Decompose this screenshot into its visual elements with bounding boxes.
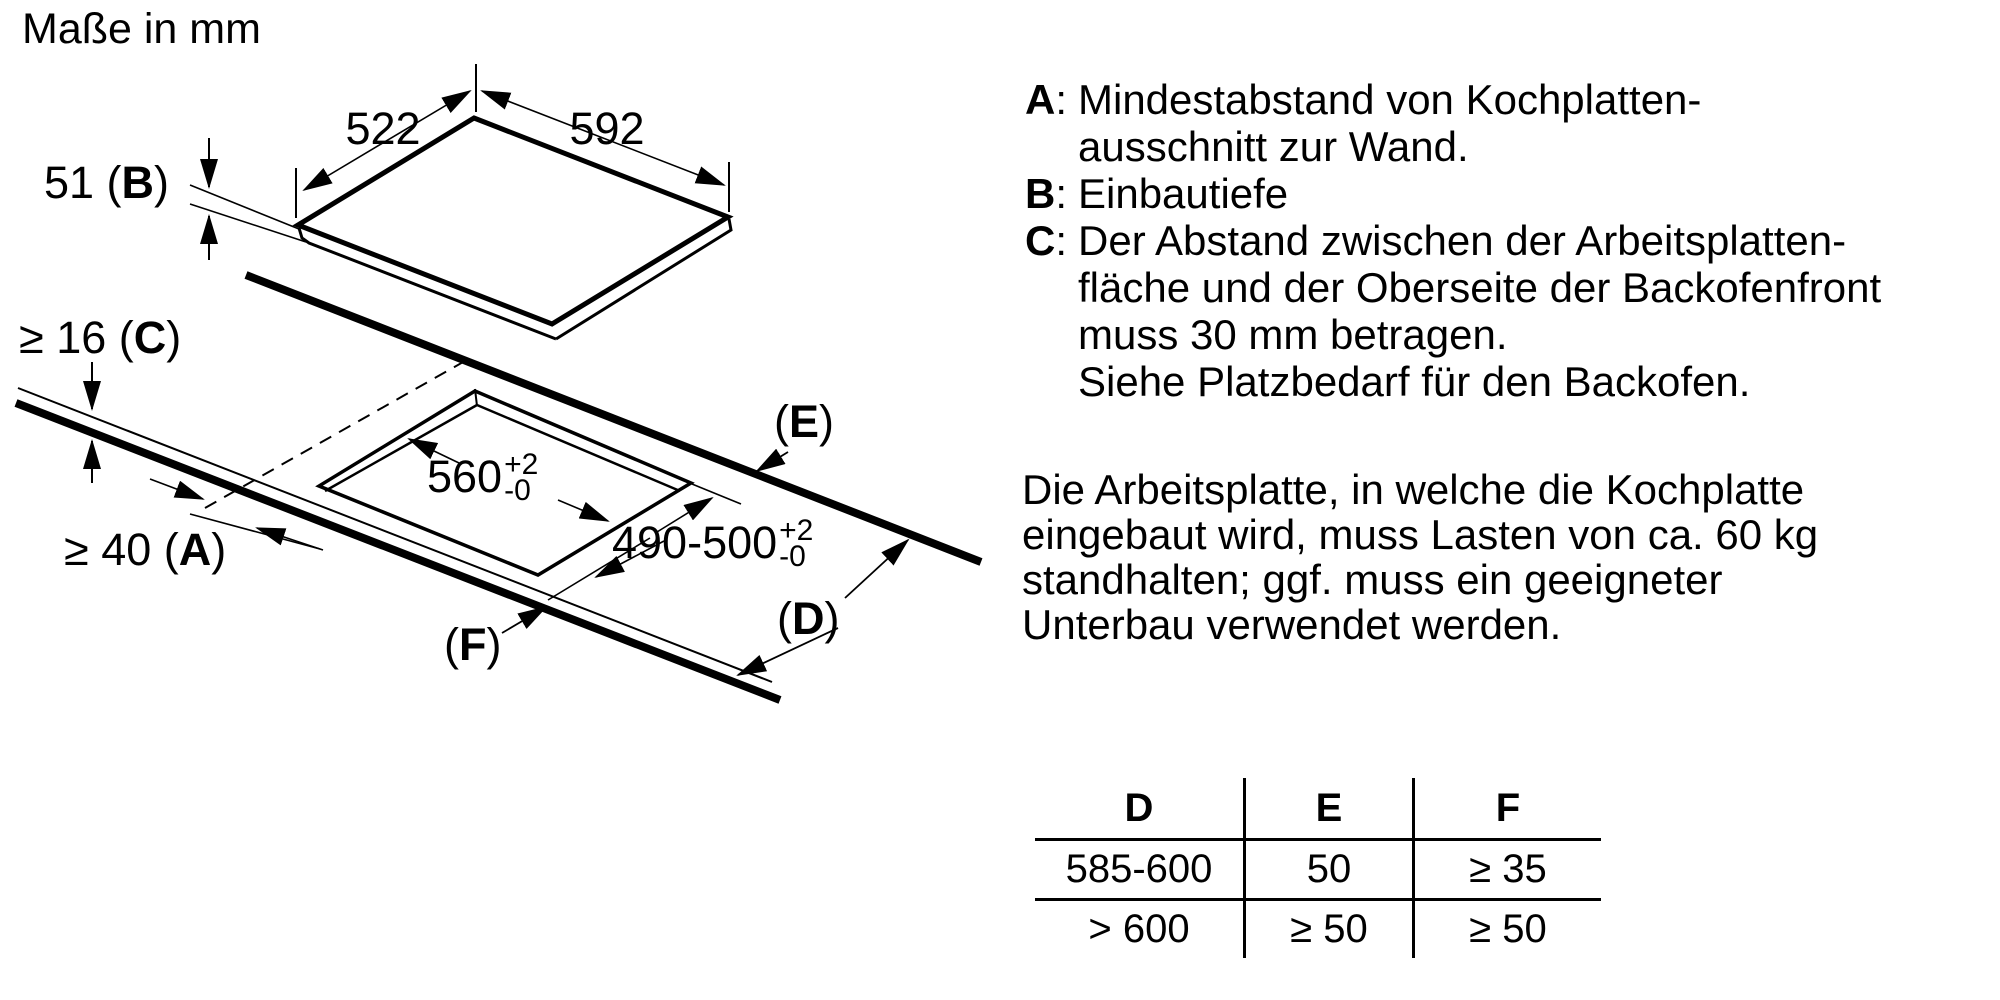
table-cell: ≥ 50 <box>1245 900 1414 959</box>
legend <box>1025 76 1995 405</box>
label-f: (F) <box>444 619 502 670</box>
worktop-load-note <box>1022 467 1997 647</box>
legend-item-b-line: Einbautiefe <box>1078 170 1289 217</box>
label-e-arrow <box>757 452 788 471</box>
note-line: Die Arbeitsplatte, in welche die Kochplatte <box>1022 466 1805 513</box>
dim-c-label: ≥ 16 (C) <box>19 312 182 363</box>
note-line: eingebaut wird, muss Lasten von ca. 60 kg <box>1022 511 1819 558</box>
label-d: (D) <box>777 593 840 644</box>
distance-table-header-d: D <box>1124 785 1154 830</box>
dim-522-label: 522 <box>345 103 421 154</box>
table-cell: > 600 <box>1088 907 1190 951</box>
dim-a-label: ≥ 40 (A) <box>64 524 227 575</box>
legend-item-a-line: Mindestabstand von Kochplatten- <box>1078 76 1702 123</box>
legend-item-c-line: Siehe Platzbedarf für den Backofen. <box>1078 358 1751 405</box>
label-d-arrow-back <box>845 540 908 598</box>
legend-item-c: C: Der Abstand zwischen der Arbeitsplatten- fläche und der Oberseite der Backofenfront muss 30 mm betragen. Siehe Platzbedarf für den Backofen. <box>1025 217 1882 405</box>
dim-b-arrows <box>190 138 306 260</box>
distance-table-header-e: E <box>1245 778 1414 840</box>
table-cell: 50 <box>1245 840 1414 900</box>
cutout-depth-label: 490-500 +2 -0 <box>612 514 814 573</box>
legend-item-c-line: Der Abstand zwischen der Arbeitsplatten- <box>1078 217 1847 264</box>
legend-item-c-line: fläche und der Oberseite der Backofenfront <box>1078 264 1882 311</box>
dim-592-label: 592 <box>569 103 645 154</box>
note-line: Unterbau verwendet werden. <box>1022 601 1562 648</box>
cutout-width-label: 560 +2 -0 <box>427 448 539 507</box>
table-cell: ≥ 50 <box>1414 900 1602 959</box>
table-cell: ≥ 35 <box>1414 840 1602 900</box>
page-title: Maße in mm <box>22 5 261 53</box>
table-row <box>1035 840 1601 900</box>
label-f-arrow <box>502 607 546 633</box>
table-cell: 585-600 <box>1065 847 1213 891</box>
distance-table <box>1035 778 1601 958</box>
table-row <box>1035 900 1601 959</box>
legend-item-a: A: Mindestabstand von Kochplatten- ausschnitt zur Wand. <box>1025 76 1702 170</box>
dim-b-label: 51 (B) <box>44 157 170 208</box>
distance-table-header-row <box>1035 778 1601 840</box>
label-e: (E) <box>774 396 835 447</box>
legend-item-b: B: Einbautiefe <box>1025 170 1289 217</box>
distance-table-header-f: F <box>1414 778 1602 840</box>
note-line: standhalten; ggf. muss ein geeigneter <box>1022 556 1723 603</box>
legend-item-a-line: ausschnitt zur Wand. <box>1078 123 1469 170</box>
legend-item-c-line: muss 30 mm betragen. <box>1078 311 1508 358</box>
